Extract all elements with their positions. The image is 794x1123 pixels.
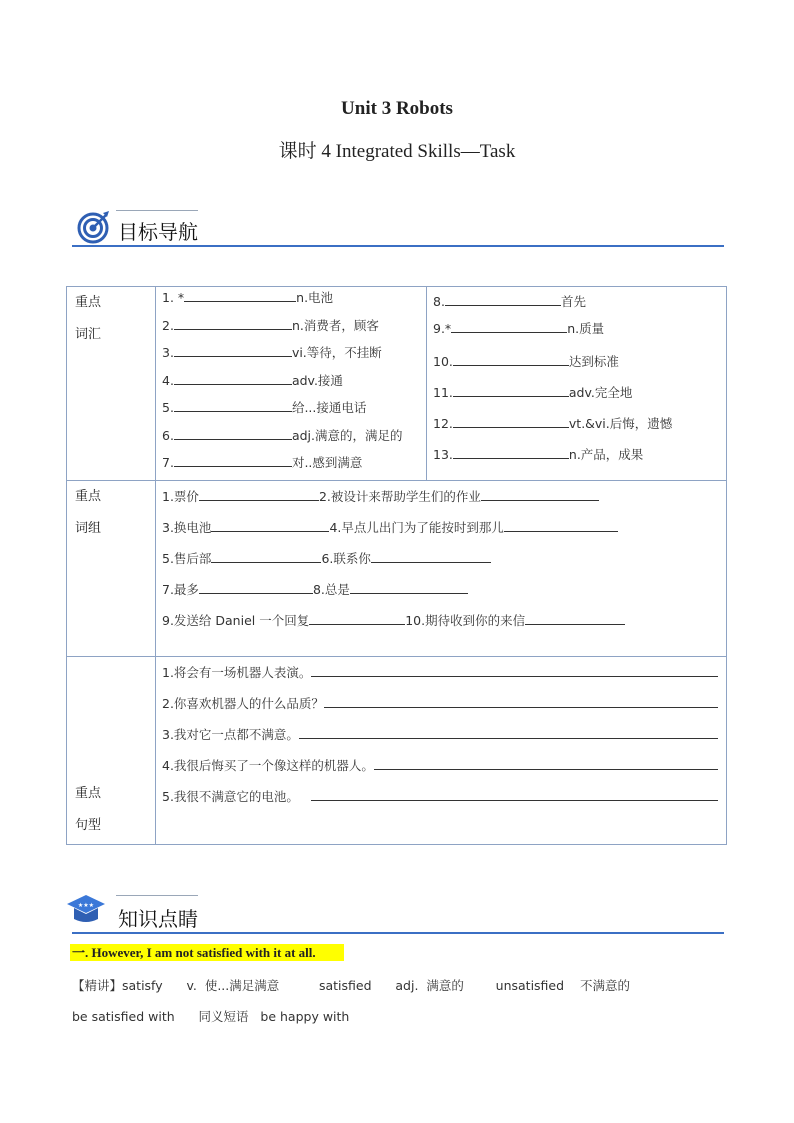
- graduation-cap-icon: [66, 893, 106, 927]
- sentence-prompt: 4.我很后悔买了一个像这样的机器人。: [162, 757, 374, 773]
- item-number: 8.: [433, 294, 445, 309]
- item-meaning: n.消费者，顾客: [291, 317, 379, 333]
- answer-blank[interactable]: [174, 397, 292, 412]
- phrase-line: [156, 485, 726, 516]
- phrase-prompt: 8.总是: [312, 581, 350, 597]
- vocab-item: [427, 351, 726, 382]
- row-label-line: 词汇: [75, 327, 102, 342]
- section-title: 目标导航: [118, 220, 198, 244]
- phrases-cell: [156, 480, 727, 656]
- answer-blank[interactable]: [211, 517, 329, 532]
- section-rule: [72, 932, 724, 934]
- answer-blank[interactable]: [299, 724, 718, 739]
- vocab-item: [427, 413, 726, 444]
- answer-blank[interactable]: [324, 693, 718, 708]
- row-label-phrases: [67, 480, 156, 656]
- item-number: 12.: [433, 416, 453, 431]
- vocab-left-cell: [156, 287, 427, 481]
- row-label-line: 词组: [75, 520, 102, 536]
- item-meaning: vt.&vi.后悔，遗憾: [568, 416, 673, 431]
- phrase-line: [156, 516, 726, 547]
- answer-blank[interactable]: [309, 610, 405, 625]
- explanation-line: 【精讲】satisfy v. 使...满足满意 satisfied adj. 满意的 unsatisfied 不满意的: [72, 978, 630, 993]
- vocab-item: [156, 397, 426, 425]
- item-meaning: adv.完全地: [568, 385, 633, 400]
- phrase-prompt: 9.发送给 Daniel 一个回复: [162, 612, 310, 628]
- sentence-prompt: 5.我很不满意它的电池。: [162, 788, 299, 804]
- sentence-line: [156, 754, 726, 785]
- phrase-line: [156, 609, 726, 640]
- answer-blank[interactable]: [311, 662, 718, 677]
- vocab-item: [156, 452, 426, 480]
- vocab-item: [156, 315, 426, 343]
- item-meaning: n.质量: [567, 321, 605, 336]
- section-header-knowledge: [72, 895, 724, 935]
- answer-blank[interactable]: [211, 548, 321, 563]
- item-number: 5.: [162, 400, 174, 415]
- phrase-prompt: 5.售后部: [162, 550, 212, 566]
- svg-text:★★★: ★★★: [77, 902, 95, 909]
- divider: [116, 210, 198, 211]
- divider: [116, 895, 198, 896]
- answer-blank[interactable]: [481, 486, 599, 501]
- item-meaning: n.电池: [296, 290, 334, 305]
- item-number: 4.: [162, 372, 174, 388]
- phrase-line: [156, 578, 726, 609]
- answer-blank[interactable]: [199, 579, 313, 594]
- review-table: [66, 286, 727, 845]
- answer-blank[interactable]: [451, 318, 567, 333]
- answer-blank[interactable]: [453, 444, 569, 459]
- answer-blank[interactable]: [174, 452, 292, 467]
- phrase-prompt: 4.早点儿出门为了能按时到那儿: [329, 519, 504, 535]
- page-title: Unit 3 Robots: [341, 98, 453, 119]
- answer-blank[interactable]: [174, 425, 292, 440]
- answer-blank[interactable]: [174, 342, 292, 357]
- sentence-line: [156, 723, 726, 754]
- row-label-vocab: [67, 287, 156, 481]
- item-meaning: adv.接通: [291, 372, 343, 388]
- vocab-row: [67, 287, 727, 481]
- phrases-row: [67, 480, 727, 656]
- item-meaning: adj.满意的，满足的: [291, 427, 403, 443]
- answer-blank[interactable]: [174, 315, 292, 330]
- sentences-row: [67, 656, 727, 844]
- sentence-prompt: 1.将会有一场机器人表演。: [162, 664, 312, 680]
- item-meaning: n.产品，成果: [568, 447, 644, 462]
- answer-blank[interactable]: [445, 291, 561, 306]
- sentence-prompt: 3.我对它一点都不满意。: [162, 726, 299, 742]
- phrase-prompt: 3.换电池: [162, 519, 212, 535]
- answer-blank[interactable]: [525, 610, 625, 625]
- row-label-line: 重点: [75, 295, 102, 310]
- item-meaning: 首先: [560, 294, 586, 309]
- answer-blank[interactable]: [453, 413, 569, 428]
- item-number: 9.*: [433, 321, 452, 336]
- section-rule: [72, 245, 724, 247]
- item-number: 3.: [162, 345, 174, 360]
- vocab-item: [427, 291, 726, 318]
- vocab-item: [156, 342, 426, 370]
- row-label-sentences: [67, 656, 156, 844]
- row-label-line: 句型: [75, 817, 102, 833]
- vocab-item: [156, 287, 426, 315]
- section-title: 知识点睛: [118, 907, 198, 931]
- answer-blank[interactable]: [174, 370, 292, 385]
- vocab-item: [427, 444, 726, 475]
- row-label-line: 重点: [75, 785, 102, 801]
- item-meaning: 对..感到满意: [291, 455, 363, 470]
- item-number: 11.: [433, 385, 453, 400]
- phrase-prompt: 7.最多: [162, 581, 199, 597]
- page-subtitle: 课时 4 Integrated Skills—Task: [278, 141, 516, 162]
- sentence-prompt: 2.你喜欢机器人的什么品质？: [162, 695, 324, 711]
- phrase-prompt: 1.票价: [162, 488, 199, 504]
- answer-blank[interactable]: [453, 382, 569, 397]
- answer-blank[interactable]: [453, 351, 569, 366]
- answer-blank[interactable]: [199, 486, 319, 501]
- item-number: 2.: [162, 317, 174, 333]
- answer-blank[interactable]: [374, 755, 718, 770]
- answer-blank[interactable]: [350, 579, 468, 594]
- sentence-line: [156, 692, 726, 723]
- answer-blank[interactable]: [371, 548, 491, 563]
- phrase-line: [156, 547, 726, 578]
- vocab-item: [156, 370, 426, 398]
- vocab-item: [156, 425, 426, 453]
- item-meaning: 达到标准: [568, 354, 619, 369]
- item-number: 1. *: [162, 290, 185, 305]
- phrase-prompt: 10.期待收到你的来信: [405, 612, 526, 628]
- item-number: 7.: [162, 455, 174, 470]
- answer-blank[interactable]: [311, 786, 718, 801]
- synonym-line: be satisfied with 同义短语 be happy with: [72, 1009, 350, 1024]
- answer-blank[interactable]: [184, 287, 296, 302]
- vocab-item: [427, 382, 726, 413]
- phrase-prompt: 2.被设计来帮助学生们的作业: [318, 488, 481, 504]
- sentence-line: [156, 661, 726, 692]
- vocab-item: [427, 318, 726, 351]
- item-number: 13.: [433, 447, 453, 462]
- key-sentence-heading: 一. However, I am not satisfied with it at all.: [70, 944, 344, 961]
- phrase-prompt: 6.联系你: [321, 550, 371, 566]
- sentence-line: [156, 785, 726, 816]
- item-number: 6.: [162, 427, 174, 443]
- answer-blank[interactable]: [504, 517, 618, 532]
- vocab-right-cell: [427, 287, 727, 481]
- item-meaning: 给...接通电话: [291, 400, 367, 415]
- section-header-goals: [72, 210, 724, 250]
- sentences-cell: [156, 656, 727, 844]
- item-meaning: vi.等待，不挂断: [291, 345, 382, 360]
- row-label-line: 重点: [75, 488, 102, 504]
- target-icon: [76, 210, 110, 244]
- item-number: 10.: [433, 354, 453, 369]
